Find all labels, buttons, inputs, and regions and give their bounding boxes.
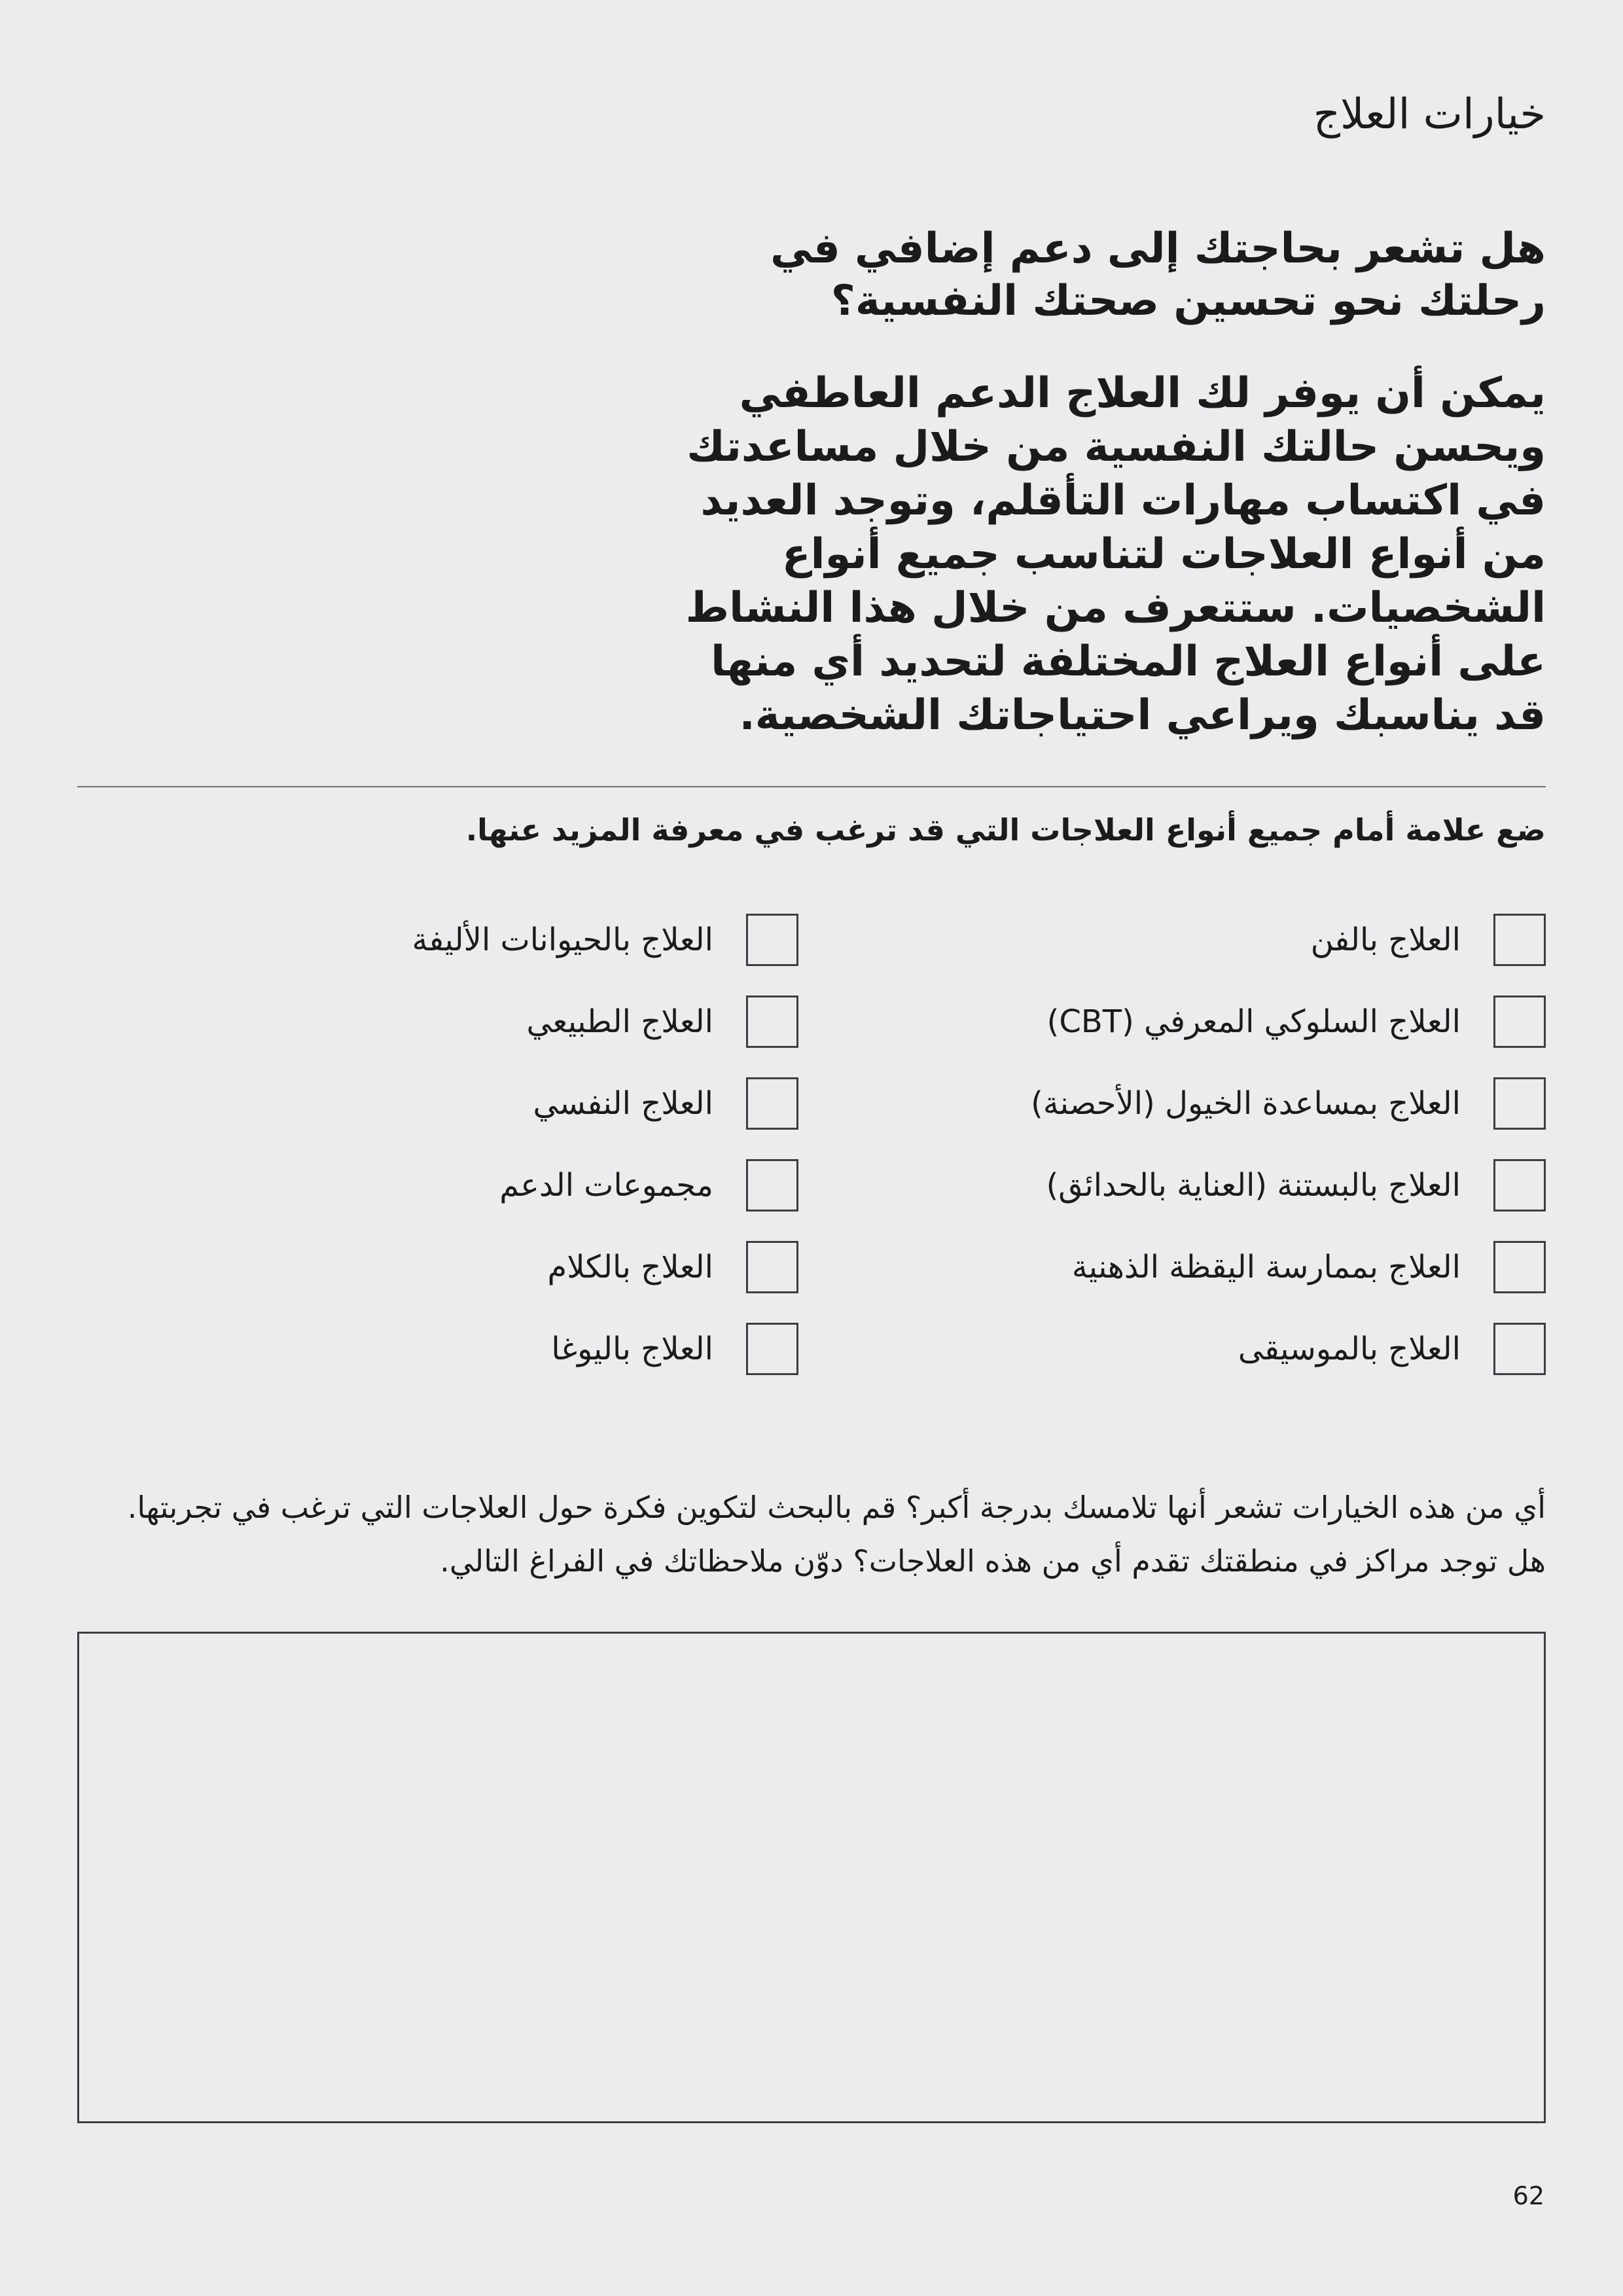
option-horticultural-therapy[interactable]: [891, 1158, 1546, 1213]
checkbox[interactable]: [1493, 1159, 1546, 1211]
option-psychotherapy[interactable]: [144, 1076, 798, 1131]
checkbox[interactable]: [746, 996, 798, 1048]
option-label: العلاج بممارسة اليقظة الذهنية: [1071, 1249, 1461, 1285]
option-art-therapy[interactable]: [891, 912, 1546, 967]
option-equine-therapy[interactable]: [891, 1076, 1546, 1131]
option-label: العلاج بالبستنة (العناية بالحدائق): [1046, 1167, 1461, 1204]
option-music-therapy[interactable]: [891, 1321, 1546, 1376]
section-divider: [77, 786, 1546, 787]
checkbox[interactable]: [746, 1241, 798, 1293]
option-label: العلاج بالحيوانات الأليفة: [412, 922, 713, 958]
option-yoga-therapy[interactable]: [144, 1321, 798, 1376]
checkbox[interactable]: [1493, 996, 1546, 1048]
option-label: مجموعات الدعم: [499, 1167, 713, 1204]
option-pet-therapy[interactable]: [144, 912, 798, 967]
option-label: العلاج باليوغا: [551, 1331, 713, 1367]
option-physical-therapy[interactable]: [144, 994, 798, 1049]
notes-area[interactable]: [77, 1632, 1546, 2123]
question-heading: هل تشعر بحاجتك إلى دعم إضافي في رحلتك نحو تحسين صحتك النفسية؟: [770, 224, 1546, 325]
checkbox[interactable]: [1493, 1323, 1546, 1375]
checkbox[interactable]: [1493, 1241, 1546, 1293]
intro-paragraph: يمكن أن يوفر لك العلاج الدعم العاطفي ويحسن حالتك النفسية من خلال مساعدتك في اكتساب مهارات التأقلم، وتوجد العديد من أنواع العلاجات لتناسب جميع أنواع الشخصيات. ستتعرف من خلال هذا النشاط على أنواع العلاج المختلفة لتحديد أي منها قد يناسبك ويراعي احتياجاتك الشخصية.: [685, 369, 1546, 740]
checkbox[interactable]: [746, 1323, 798, 1375]
option-label: العلاج بالكلام: [547, 1249, 713, 1285]
checkbox[interactable]: [746, 1077, 798, 1130]
option-label: العلاج الطبيعي: [526, 1003, 713, 1040]
prompt-line-1: أي من هذه الخيارات تشعر أنها تلامسك بدرجة أكبر؟ قم بالبحث لتكوين فكرة حول العلاجات التي ترغب في تجربتها.: [127, 1490, 1546, 1525]
option-label: العلاج السلوكي المعرفي (CBT): [1046, 1003, 1461, 1040]
prompt-line-2: هل توجد مراكز في منطقتك تقدم أي من هذه العلاجات؟ دوّن ملاحظاتك في الفراغ التالي.: [440, 1543, 1546, 1579]
option-talk-therapy[interactable]: [144, 1240, 798, 1295]
option-label: العلاج بالموسيقى: [1238, 1331, 1461, 1367]
option-label: العلاج بمساعدة الخيول (الأحصنة): [1031, 1085, 1461, 1122]
section-title: خيارات العلاج: [1313, 90, 1546, 139]
option-label: العلاج النفسي: [533, 1085, 713, 1122]
option-support-groups[interactable]: [144, 1158, 798, 1213]
checkbox[interactable]: [1493, 914, 1546, 966]
checkbox[interactable]: [746, 1159, 798, 1211]
option-cbt[interactable]: [891, 994, 1546, 1049]
option-mindfulness-therapy[interactable]: [891, 1240, 1546, 1295]
checkbox[interactable]: [746, 914, 798, 966]
research-prompt: [77, 1480, 1546, 1588]
option-label: العلاج بالفن: [1310, 922, 1461, 958]
checkbox[interactable]: [1493, 1077, 1546, 1130]
page-number: 62: [1512, 2181, 1544, 2210]
instruction-text: ضع علامة أمام جميع أنواع العلاجات التي قد ترغب في معرفة المزيد عنها.: [465, 812, 1546, 848]
